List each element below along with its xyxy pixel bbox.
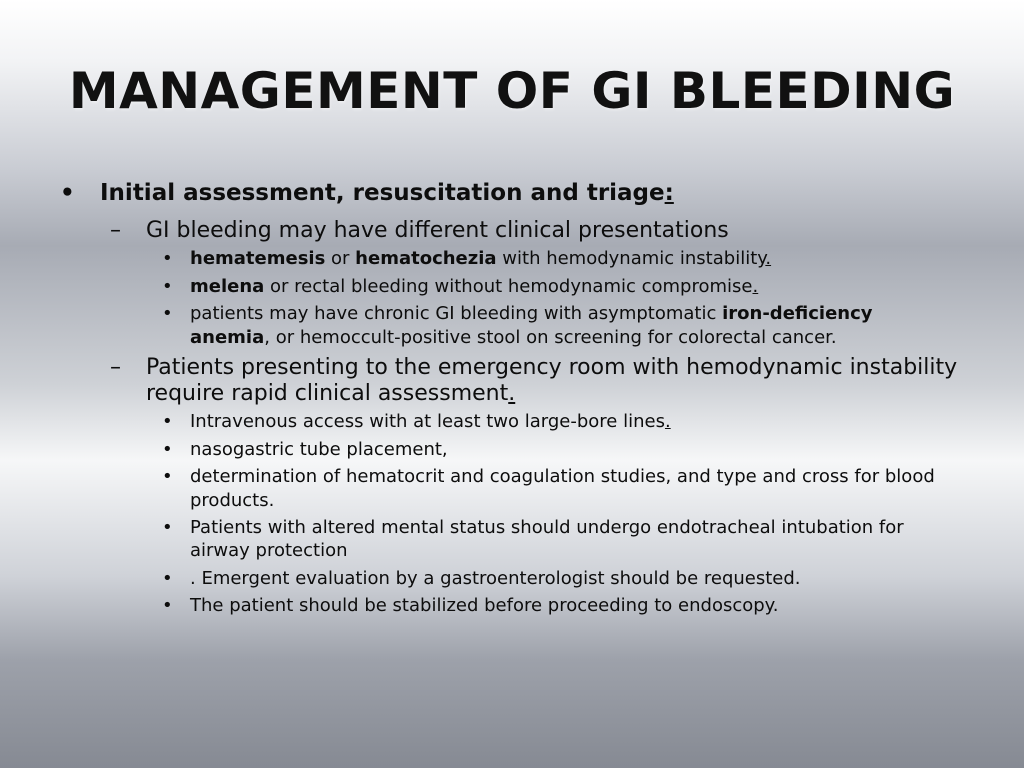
list-item [58,410,958,433]
item-text: Patients with altered mental status should undergo endotracheal intubation for airway protection [190,516,904,562]
bullet-icon: • [162,438,173,460]
item-text: determination of hematocrit and coagulation studies, and type and cross for blood products. [190,466,935,511]
subheading-presentations [58,218,958,244]
bullet-icon: • [60,180,75,206]
subheading-text: Patients presenting to the emergency room with hemodynamic instability require rapid clinical assessment [146,354,958,406]
list-item [58,567,958,590]
item-text: or rectal bleeding without hemodynamic compromise [264,275,753,297]
dash-icon: – [110,354,121,380]
bullet-icon: • [162,567,173,589]
level1-suffix: : [664,180,674,206]
list-item [58,594,958,617]
term-hematochezia: hematochezia [355,248,497,270]
term-hematemesis: hematemesis [190,248,326,270]
list-item [58,275,958,298]
slide-content [58,180,958,617]
item-text: . Emergent evaluation by a gastroenterologist should be requested. [190,567,801,589]
item-text: , or hemoccult-positive stool on screening for colorectal cancer. [264,326,837,348]
subheading-text: GI bleeding may have different clinical presentations [146,217,729,243]
bullet-icon: • [162,275,173,297]
item-text: Intravenous access with at least two large-bore lines [190,411,665,433]
item-period: . [752,275,759,297]
item-text: with hemodynamic instability [496,248,766,270]
term-iron-deficiency-anemia: iron-deficiency anemia [190,303,873,348]
item-text: nasogastric tube placement, [190,438,448,460]
list-item [58,516,958,563]
bullet-icon: • [162,466,173,488]
term-melena: melena [190,275,265,297]
bullet-icon: • [162,411,173,433]
item-text: patients may have chronic GI bleeding with asymptomatic [190,303,723,325]
bullet-icon: • [162,248,173,270]
bullet-level1 [58,180,958,208]
item-text: The patient should be stabilized before proceeding to endoscopy. [190,595,779,617]
item-period: . [664,411,671,433]
subheading-period: . [508,380,516,406]
subheading-emergency [58,355,958,406]
list-item [58,438,958,461]
list-item [58,247,958,270]
slide-title: MANAGEMENT OF GI BLEEDING [68,62,956,120]
bullet-icon: • [162,595,173,617]
dash-icon: – [110,217,121,243]
list-item [58,302,958,349]
list-item [58,465,958,512]
bullet-icon: • [162,303,173,325]
level1-text: Initial assessment, resuscitation and triage [100,180,665,206]
item-period: . [765,248,772,270]
bullet-icon: • [162,516,173,538]
item-text: or [325,248,356,270]
